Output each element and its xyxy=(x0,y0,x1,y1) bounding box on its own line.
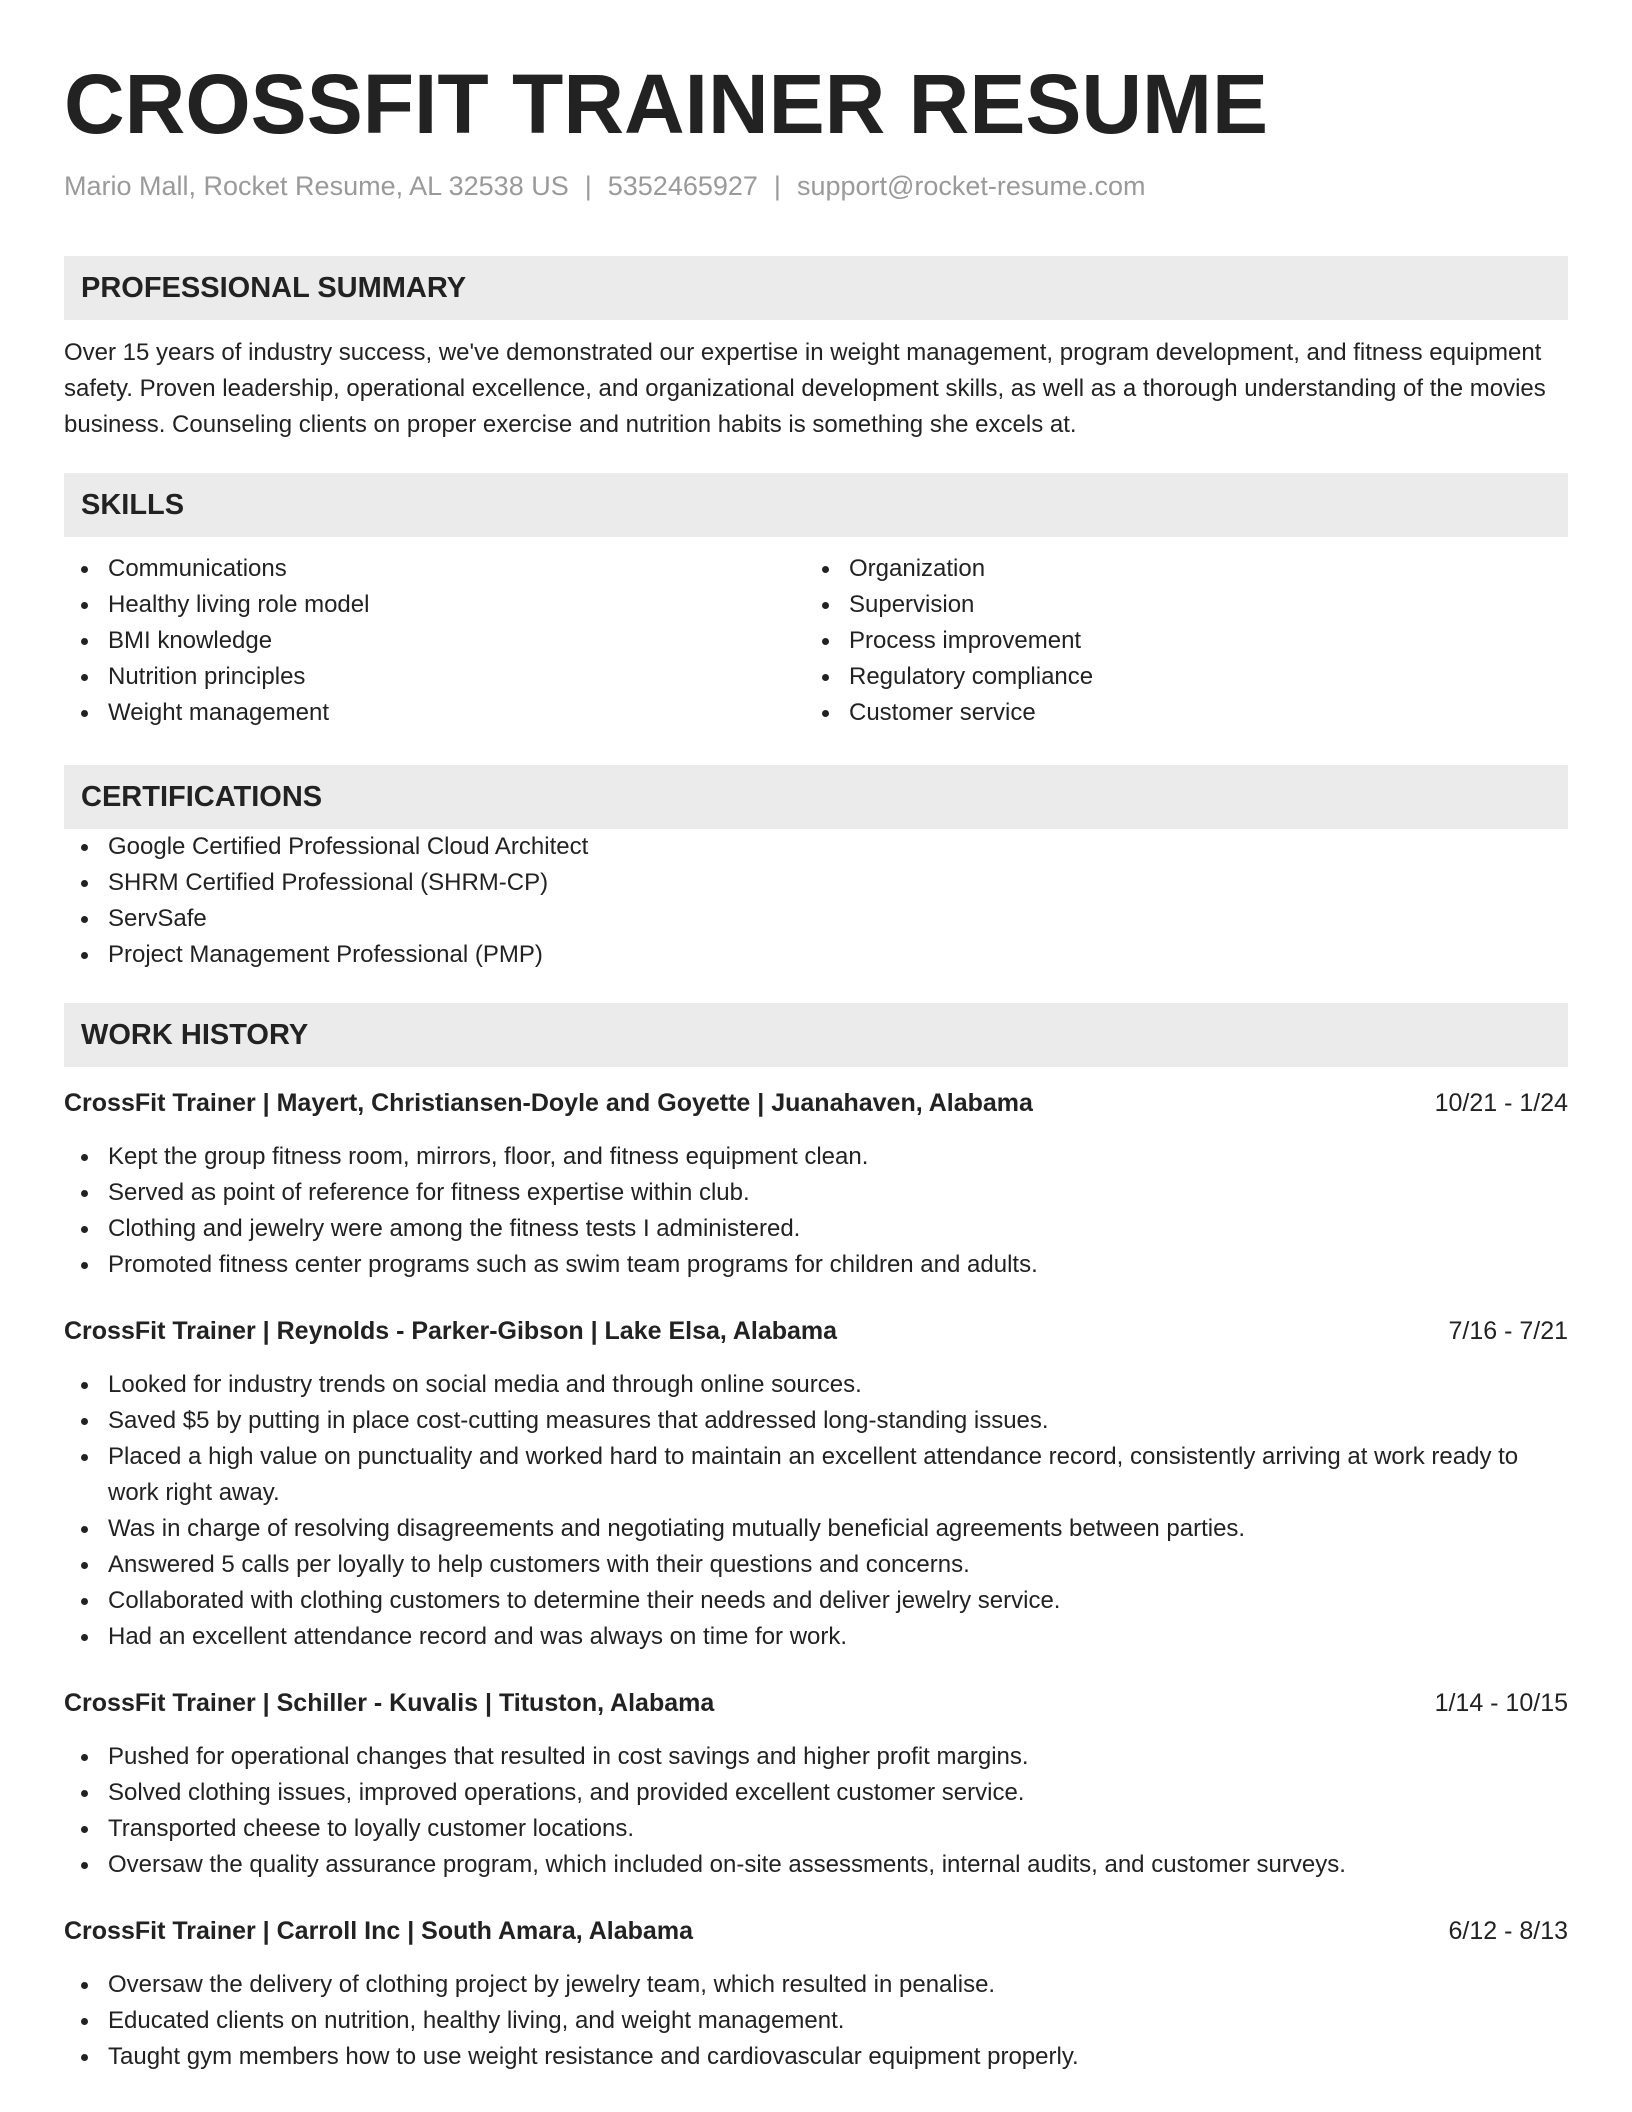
section-header-certifications: CERTIFICATIONS xyxy=(64,765,1568,829)
job-bullet: Oversaw the quality assurance program, which included on-site assessments, internal audits, and customer surveys. xyxy=(64,1847,1568,1883)
contact-separator: | xyxy=(584,171,592,201)
skill-item: Communications xyxy=(64,551,805,587)
job-bullets xyxy=(64,1967,1568,2075)
job-header xyxy=(64,1685,1568,1721)
skills-columns xyxy=(64,551,1568,731)
skill-item: Customer service xyxy=(805,695,1546,731)
job-bullet: Placed a high value on punctuality and worked hard to maintain an excellent attendance record, consistently arriving at work ready to work right away. xyxy=(64,1439,1568,1511)
job-title: CrossFit Trainer | Schiller - Kuvalis | Tituston, Alabama xyxy=(64,1689,715,1717)
skills-list-left xyxy=(64,551,805,731)
contact-phone: 5352465927 xyxy=(607,171,758,201)
contact-separator: | xyxy=(773,171,781,201)
section-header-skills: SKILLS xyxy=(64,473,1568,537)
job-dates: 10/21 - 1/24 xyxy=(1434,1089,1568,1117)
skill-item: Process improvement xyxy=(805,623,1546,659)
skills-list-right xyxy=(805,551,1546,731)
section-header-summary: PROFESSIONAL SUMMARY xyxy=(64,256,1568,320)
job-dates: 7/16 - 7/21 xyxy=(1448,1317,1568,1345)
job-bullet: Transported cheese to loyally customer locations. xyxy=(64,1811,1568,1847)
certification-item: ServSafe xyxy=(64,901,1568,937)
job-bullet: Educated clients on nutrition, healthy living, and weight management. xyxy=(64,2003,1568,2039)
contact-email: support@rocket-resume.com xyxy=(796,171,1146,201)
job-bullet: Oversaw the delivery of clothing project by jewelry team, which resulted in penalise. xyxy=(64,1967,1568,2003)
skill-item: Regulatory compliance xyxy=(805,659,1546,695)
job-title: CrossFit Trainer | Carroll Inc | South Amara, Alabama xyxy=(64,1917,693,1945)
skill-item: BMI knowledge xyxy=(64,623,805,659)
job-bullet: Collaborated with clothing customers to determine their needs and deliver jewelry service. xyxy=(64,1583,1568,1619)
certification-item: Project Management Professional (PMP) xyxy=(64,937,1568,973)
job-title: CrossFit Trainer | Reynolds - Parker-Gibson | Lake Elsa, Alabama xyxy=(64,1317,838,1345)
contact-address: Mario Mall, Rocket Resume, AL 32538 US xyxy=(64,171,569,201)
job-entry xyxy=(64,1685,1568,1883)
job-header xyxy=(64,1913,1568,1949)
job-entry xyxy=(64,1313,1568,1655)
job-bullet: Looked for industry trends on social media and through online sources. xyxy=(64,1367,1568,1403)
job-header xyxy=(64,1085,1568,1121)
job-entry xyxy=(64,1085,1568,1283)
contact-line xyxy=(64,168,1568,204)
section-header-work-history: WORK HISTORY xyxy=(64,1003,1568,1067)
skill-item: Healthy living role model xyxy=(64,587,805,623)
job-bullet: Pushed for operational changes that resulted in cost savings and higher profit margins. xyxy=(64,1739,1568,1775)
job-bullet: Saved $5 by putting in place cost-cutting measures that addressed long-standing issues. xyxy=(64,1403,1568,1439)
job-bullets xyxy=(64,1739,1568,1883)
job-dates: 1/14 - 10/15 xyxy=(1434,1689,1568,1717)
job-entry xyxy=(64,1913,1568,2075)
resume-title: CROSSFIT TRAINER RESUME xyxy=(64,57,1269,151)
job-bullet: Solved clothing issues, improved operations, and provided excellent customer service. xyxy=(64,1775,1568,1811)
job-bullets xyxy=(64,1139,1568,1283)
certifications-list xyxy=(64,829,1568,973)
skill-item: Nutrition principles xyxy=(64,659,805,695)
job-bullets xyxy=(64,1367,1568,1655)
job-bullet: Answered 5 calls per loyally to help customers with their questions and concerns. xyxy=(64,1547,1568,1583)
job-bullet: Was in charge of resolving disagreements and negotiating mutually beneficial agreements between parties. xyxy=(64,1511,1568,1547)
certification-item: SHRM Certified Professional (SHRM-CP) xyxy=(64,865,1568,901)
job-dates: 6/12 - 8/13 xyxy=(1448,1917,1568,1945)
job-bullet: Had an excellent attendance record and was always on time for work. xyxy=(64,1619,1568,1655)
job-bullet: Clothing and jewelry were among the fitness tests I administered. xyxy=(64,1211,1568,1247)
summary-text: Over 15 years of industry success, we've demonstrated our expertise in weight management, program development, and fitness equipment safety. Proven leadership, operational excellence, and organizational development skills, as well as a thorough understanding of the movies business. Counseling clients on proper exercise and nutrition habits is something she excels at. xyxy=(64,339,1546,438)
job-bullet: Kept the group fitness room, mirrors, floor, and fitness equipment clean. xyxy=(64,1139,1568,1175)
job-header xyxy=(64,1313,1568,1349)
skill-item: Weight management xyxy=(64,695,805,731)
skill-item: Supervision xyxy=(805,587,1546,623)
job-bullet: Promoted fitness center programs such as swim team programs for children and adults. xyxy=(64,1247,1568,1283)
job-bullet: Taught gym members how to use weight resistance and cardiovascular equipment properly. xyxy=(64,2039,1568,2075)
job-bullet: Served as point of reference for fitness expertise within club. xyxy=(64,1175,1568,1211)
certification-item: Google Certified Professional Cloud Architect xyxy=(64,829,1568,865)
skill-item: Organization xyxy=(805,551,1546,587)
job-title: CrossFit Trainer | Mayert, Christiansen-Doyle and Goyette | Juanahaven, Alabama xyxy=(64,1089,1033,1117)
